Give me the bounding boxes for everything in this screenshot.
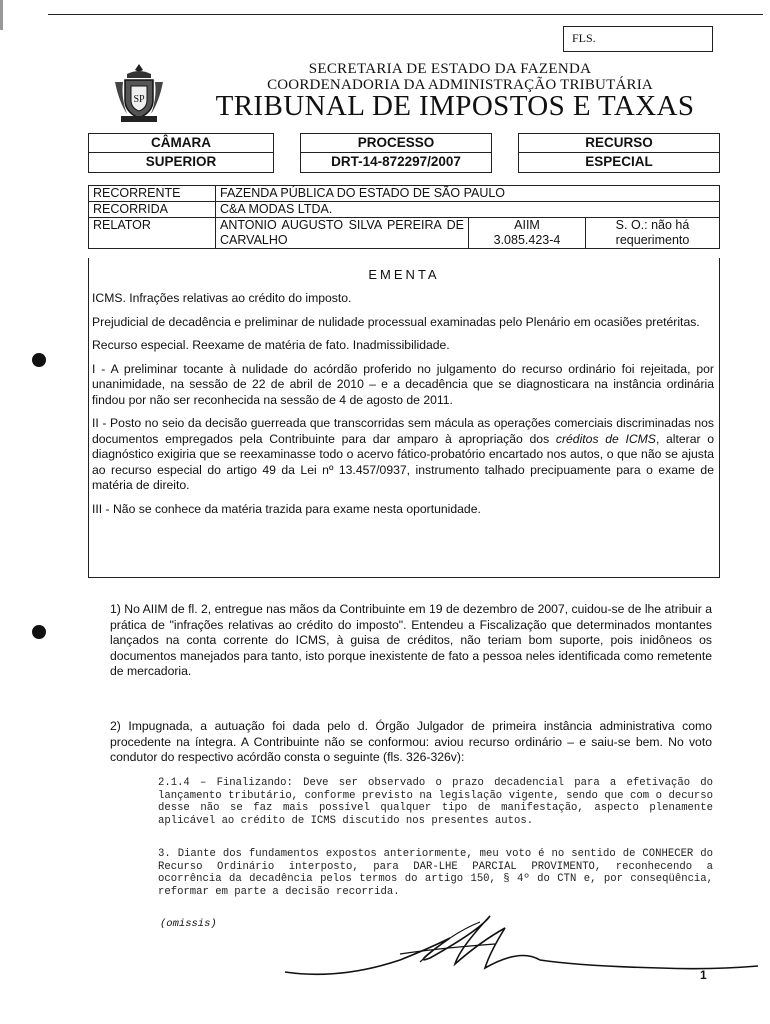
header-tribunal: TRIBUNAL DE IMPOSTOS E TAXAS [215,90,695,122]
state-coat-of-arms-icon [113,62,165,124]
aiim-label: AIIM [514,218,540,232]
relator-value: ANTONIO AUGUSTO SILVA PEREIRA DE CARVALHO [216,218,469,249]
punch-hole-icon [32,625,46,639]
punch-hole-icon [32,353,46,367]
so-cell: S. O.: não há requerimento [586,218,720,249]
ementa-paragraph: Prejudicial de decadência e preliminar de nulidade processual examinadas pelo Plenário em ocasiões pretéritas. [92,314,700,329]
aiim-cell [469,218,586,249]
recorrente-row [89,186,720,202]
ementa-title: EMENTA [368,267,440,282]
recorrida-row [89,202,720,218]
omissis-note: (omissis) [160,918,217,930]
processo-box [300,133,492,173]
recurso-box [518,133,720,173]
camara-box [88,133,274,173]
processo-value: DRT-14-872297/2007 [331,154,461,169]
header-coordenadoria: COORDENADORIA DA ADMINISTRAÇÃO TRIBUTÁRIA [267,77,653,93]
body-paragraph-2 [110,719,712,766]
ementa-paragraph: ICMS. Infrações relativas ao crédito do imposto. [92,291,352,305]
processo-title: PROCESSO [301,134,491,153]
recorrida-label: RECORRIDA [89,202,216,218]
page-number: 1 [700,968,707,982]
camara-title: CÂMARA [89,134,273,153]
ementa-paragraph [92,416,714,494]
ementa-paragraph: I - A preliminar tocante à nulidade do acórdão proferido no julgamento do recurso ordinário foi rejeitada, por unanimidade, na sessão de 22 de abril de 2010 – e a decadência que se diagnosticara na instância ordinária findou por não ser reconhecida na sessão de 4 de agosto de 2011. [92,361,714,407]
body-paragraph-1 [110,602,712,680]
body-paragraph-2-text: 2) Impugnada, a autuação foi dada pelo d. Órgão Julgador de primeira instância administrativa como procedente na íntegra. A Contribuinte não se conformou: aviou recurso ordinário – e saiu-se bem. No voto condutor do respectivo acórdão consta o seguinte (fls. 326-326v): [110,719,712,764]
fls-label: FLS. [572,31,596,45]
ementa-text [92,291,714,525]
recurso-value: ESPECIAL [585,154,653,169]
quote-1: 2.1.4 – Finalizando: Deve ser observado o prazo decadencial para a efetivação do lançamento tributário, conforme previsto na legislação vigente, sendo que com o decurso desse não se faz mais possível qualquer tipo de manifestação, aspecto plenamente aplicável ao crédito de ICMS discutido nos presentes autos. [158,777,713,827]
recorrente-label: RECORRENTE [89,186,216,202]
top-rule [48,14,763,15]
ementa-paragraph: Recurso especial. Reexame de matéria de fato. Inadmissibilidade. [92,338,450,352]
ementa-p5-emphasis: créditos de ICMS [555,431,656,446]
handwritten-signature [280,908,760,988]
body-paragraph-1-text: 1) No AIIM de fl. 2, entregue nas mãos da Contribuinte em 19 de dezembro de 2007, cuidou-se de lhe atribuir a prática de "infrações relativas ao crédito do imposto". Entendeu a Fiscalização que determinados montantes lançados na conta corrente do ICMS, à guisa de créditos, não teriam bom suporte, pois inidôneos os documentos manejados para tanto, isto porque inexistente de fato a pessoa neles identificada como remetente de mercadoria. [110,602,712,678]
camara-value: SUPERIOR [145,154,217,169]
recurso-title: RECURSO [519,134,719,153]
aiim-value: 3.085.423-4 [493,233,561,247]
recorrida-value: C&A MODAS LTDA. [216,202,720,218]
relator-label: RELATOR [89,218,216,249]
ementa-p5-part-a: II - Posto no seio da decisão guerreada que transcorridas sem mácula as operações comerciais discriminadas nos documentos empregados pela Contribuinte para dar amparo à apropriação dos [92,416,714,446]
scan-edge-mark [0,0,3,30]
parties-table [88,185,720,249]
ementa-paragraph: III - Não se conhece da matéria trazida para exame nesta oportunidade. [92,501,481,516]
header-secretaria: SECRETARIA DE ESTADO DA FAZENDA [308,61,592,77]
relator-row [89,218,720,249]
recorrente-value: FAZENDA PÚBLICA DO ESTADO DE SÃO PAULO [216,186,720,202]
quote-2: 3. Diante dos fundamentos expostos anteriormente, meu voto é no sentido de CONHECER do Recurso Ordinário interposto, para DAR-LHE PARCIAL PROVIMENTO, reconhecendo a ocorrência da decadência pelos termos do artigo 150, § 4º do CTN e, por conseqüência, reformar em parte a decisão recorrida. [158,848,713,898]
ementa-p5-part-b: , alterar o diagnóstico exigiria que se reexaminasse todo o acervo fático-probatório encartado nos autos, o que não se ajusta ao recurso especial do artigo 49 da Lei nº 13.457/0937, instrumento talhado precipuamente para o exame de matéria de direito. [92,431,715,492]
fls-box [563,26,713,52]
svg-text:SP: SP [133,94,145,105]
